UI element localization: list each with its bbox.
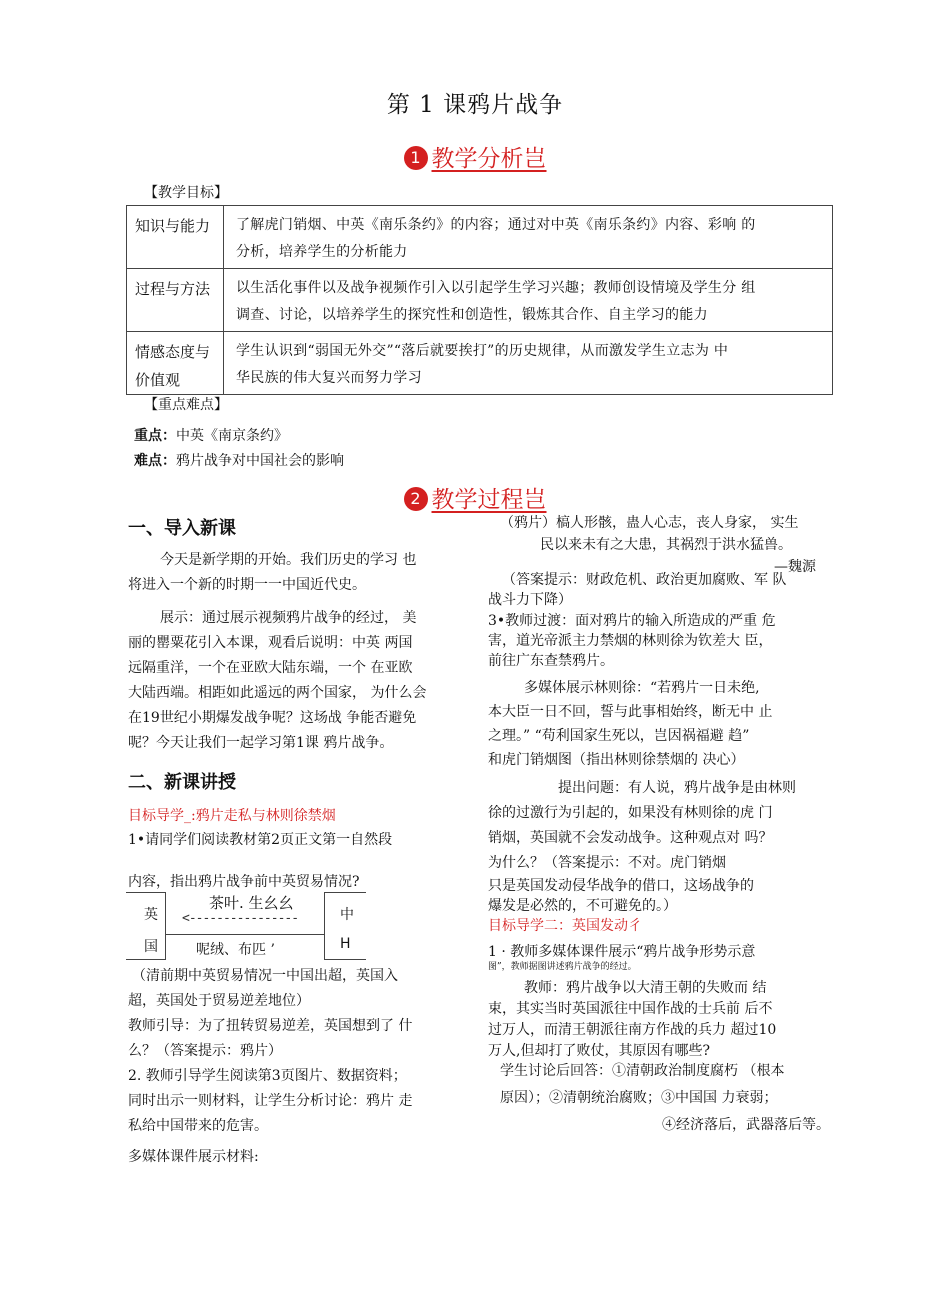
text-line: 徐的过激行为引起的，如果没有林则徐的虎 门: [488, 805, 773, 821]
text-line: ④经济落后，武器落后等。: [662, 1117, 830, 1133]
text-line: 私给中国带来的危害。: [128, 1118, 268, 1134]
text-line: 教师：鸦片战争以大清王朝的失败而 结: [524, 980, 767, 996]
item-1-right: 1 · 教师多媒体课件展示“鸦片战争形势示意: [488, 944, 756, 960]
goal-value: [224, 269, 833, 332]
hint-1: [488, 570, 836, 610]
hard-point-text: 鸦片战争对中国社会的影响: [176, 453, 344, 469]
england-label-bottom: 国: [144, 939, 158, 955]
key-point-text: 中英《南京条约》: [176, 428, 288, 444]
text-line: 爆发是必然的，不可避免的。）: [488, 898, 677, 914]
china-label-top: 中: [340, 907, 354, 923]
text-line: 害，道光帝派主力禁烟的林则徐为钦差大 臣，: [488, 633, 773, 649]
text-line: 今天是新学期的开始。我们历史的学习 也: [160, 552, 417, 568]
text-line: 学生讨论后回答：①清朝政治制度腐朽 （根本: [500, 1063, 785, 1079]
text-line: （清前期中英贸易情况一中国出超，英国入: [132, 968, 398, 984]
text-line: 超，英国处于贸易逆差地位）: [128, 993, 310, 1009]
trade-top-label: 茶叶. 生幺幺: [209, 894, 294, 912]
section-heading-process: [0, 481, 950, 514]
goal-key: 情感态度与价值观: [127, 332, 224, 395]
text-line: 么？（答案提示：鸦片）: [128, 1043, 282, 1059]
hard-point-label: 难点：: [134, 453, 176, 469]
text-line: 在19世纪小期爆发战争呢？这场战 争能否避免: [128, 710, 417, 726]
heading-intro: 一、导入新课: [128, 518, 236, 539]
text-line: 销烟，英国就不会发动战争。这种观点对 吗？: [488, 830, 773, 846]
goal-line: 调查、讨论，以培养学生的探究性和创造性，锻炼其合作、自主学习的能力: [236, 307, 708, 323]
quote-block: [488, 512, 836, 578]
page-title: 第 1 课鸦片战争: [386, 92, 564, 118]
goal-guide-2: 目标导学二：英国发动彳: [488, 918, 642, 934]
text-line: 万人,但却打了败仗，其原因有哪些?: [488, 1043, 710, 1059]
goal-line: 以生活化事件以及战争视频作引入以引起学生学习兴趣；教师创设情境及学生分 组: [236, 280, 756, 296]
quote-line: 民以来未有之大患，其祸烈于洪水猛兽。: [540, 537, 792, 553]
text-line: （答案提示：财政危机、政治更加腐败、军 队: [502, 572, 787, 588]
text-line: 大陆西端。相距如此遥远的两个国家， 为什么会: [128, 685, 427, 701]
item-3: [488, 611, 836, 671]
goals-table: [126, 205, 833, 395]
goal-line: 了解虎门销烟、中英《南乐条约》的内容；通过对中英《南乐条约》内容、彩响 的: [236, 217, 756, 233]
england-label-top: 英: [144, 907, 158, 923]
trade-arrow: <----------------: [182, 911, 299, 926]
text-line: 多媒体展示林则徐：“若鸦片一日未绝,: [524, 680, 760, 696]
table-row: [127, 269, 833, 332]
trade-bottom-label: 呢绒、布匹 ’: [196, 942, 275, 958]
text-line: 教师引导：为了扭转贸易逆差，英国想到了 什: [128, 1018, 413, 1034]
text-line: 过万人，而清王朝派往南方作战的兵力 超过10: [488, 1022, 777, 1038]
text-line: 展示：通过展示视频鸦片战争的经过， 美: [160, 610, 417, 626]
section-number-badge: 2: [404, 487, 428, 511]
goal-line: 华民族的伟大复兴而努力学习: [236, 370, 422, 386]
text-line: 只是英国发动侵华战争的借口，这场战争的: [488, 878, 754, 894]
quote-line: （鸦片）槁人形骸，蛊人心志，丧人身家， 实生: [500, 515, 799, 531]
goals-label: 【教学目标】: [144, 185, 228, 201]
goal-value: [224, 332, 833, 395]
text-line: 战斗力下降）: [488, 592, 572, 608]
discussion-block: [488, 1058, 836, 1139]
teacher-block: [488, 978, 836, 1062]
china-label-bottom: H: [340, 936, 351, 952]
lin-zexu-block: [488, 676, 836, 772]
text-line: 多媒体课件展示材料:: [128, 1149, 259, 1165]
item-1-small-note: 图”，教师据图讲述鸦片战争的经过。: [488, 962, 637, 972]
text-line: 将进入一个新的时期一一中国近代史。: [128, 577, 366, 593]
focus-label: 【重点难点】: [144, 397, 228, 413]
goal-value: [224, 206, 833, 269]
text-line: 束，其实当时英国派往中国作战的士兵前 后不: [488, 1001, 773, 1017]
section-title: 教学过程岂: [431, 487, 547, 513]
key-point: [134, 424, 288, 449]
text-line: 同时出示一则材料，让学生分析讨论：鸦片 走: [128, 1093, 413, 1109]
text-line: 原因）；②清朝统治腐败；③中国国 力衰弱；: [500, 1090, 778, 1106]
item-1-line-a: 1•请同学们阅读教材第2页正文第一自然段: [128, 832, 393, 848]
intro-paragraph: [128, 548, 473, 756]
text-line: 为什么？（答案提示：不对。虎门销烟: [488, 855, 726, 871]
text-line: 3•教师过渡：面对鸦片的输入所造成的严重 危: [488, 613, 776, 629]
goal-key: 过程与方法: [127, 269, 224, 332]
text-line: 远隔重洋，一个在亚欧大陆东端，一个 在亚欧: [128, 660, 413, 676]
goal-line: 学生认识到“弱国无外交”“落后就要挨打”的历史规律，从而激发学生立志为 中: [236, 343, 729, 359]
text-line: 提出问题：有人说，鸦片战争是由林则: [558, 780, 796, 796]
key-point-label: 重点：: [134, 428, 176, 444]
goal-line: 分析，培养学生的分析能力: [236, 244, 408, 260]
table-row: [127, 332, 833, 395]
table-row: [127, 206, 833, 269]
trade-diagram: [126, 892, 366, 960]
text-line: 之理。” “苟利国家生死以，岂因祸福避 趋”: [488, 728, 750, 744]
section-title: 教学分析岂: [431, 146, 547, 172]
section-heading-analysis: [0, 140, 950, 173]
text-line: 前往广东查禁鸦片。: [488, 653, 614, 669]
text-line: 2. 教师引导学生阅读第3页图片、数据资料；: [128, 1068, 407, 1084]
question-block: [488, 776, 836, 916]
trade-divider: [166, 934, 324, 935]
goal-guide-1: 目标导学_:鸦片走私与林则徐禁烟: [128, 808, 336, 824]
hard-point: [134, 449, 344, 474]
item-1-line-b: 内容，指出鸦片战争前中英贸易情况?: [128, 874, 360, 890]
heading-new-lesson: 二、新课讲授: [128, 772, 236, 793]
goal-key: 知识与能力: [127, 206, 224, 269]
section-number-badge: 1: [404, 146, 428, 170]
text-line: 丽的罌粟花引入本课，观看后说明：中英 两国: [128, 635, 413, 651]
trade-explanation: [128, 964, 473, 1170]
text-line: 本大臣一日不回，誓与此事相始终，断无中 止: [488, 704, 773, 720]
text-line: 呢？今天让我们一起学习第1课 鸦片战争。: [128, 735, 394, 751]
text-line: 和虎门销烟图（指出林则徐禁烟的 决心）: [488, 752, 745, 768]
quote-author: —魏源: [774, 559, 816, 575]
